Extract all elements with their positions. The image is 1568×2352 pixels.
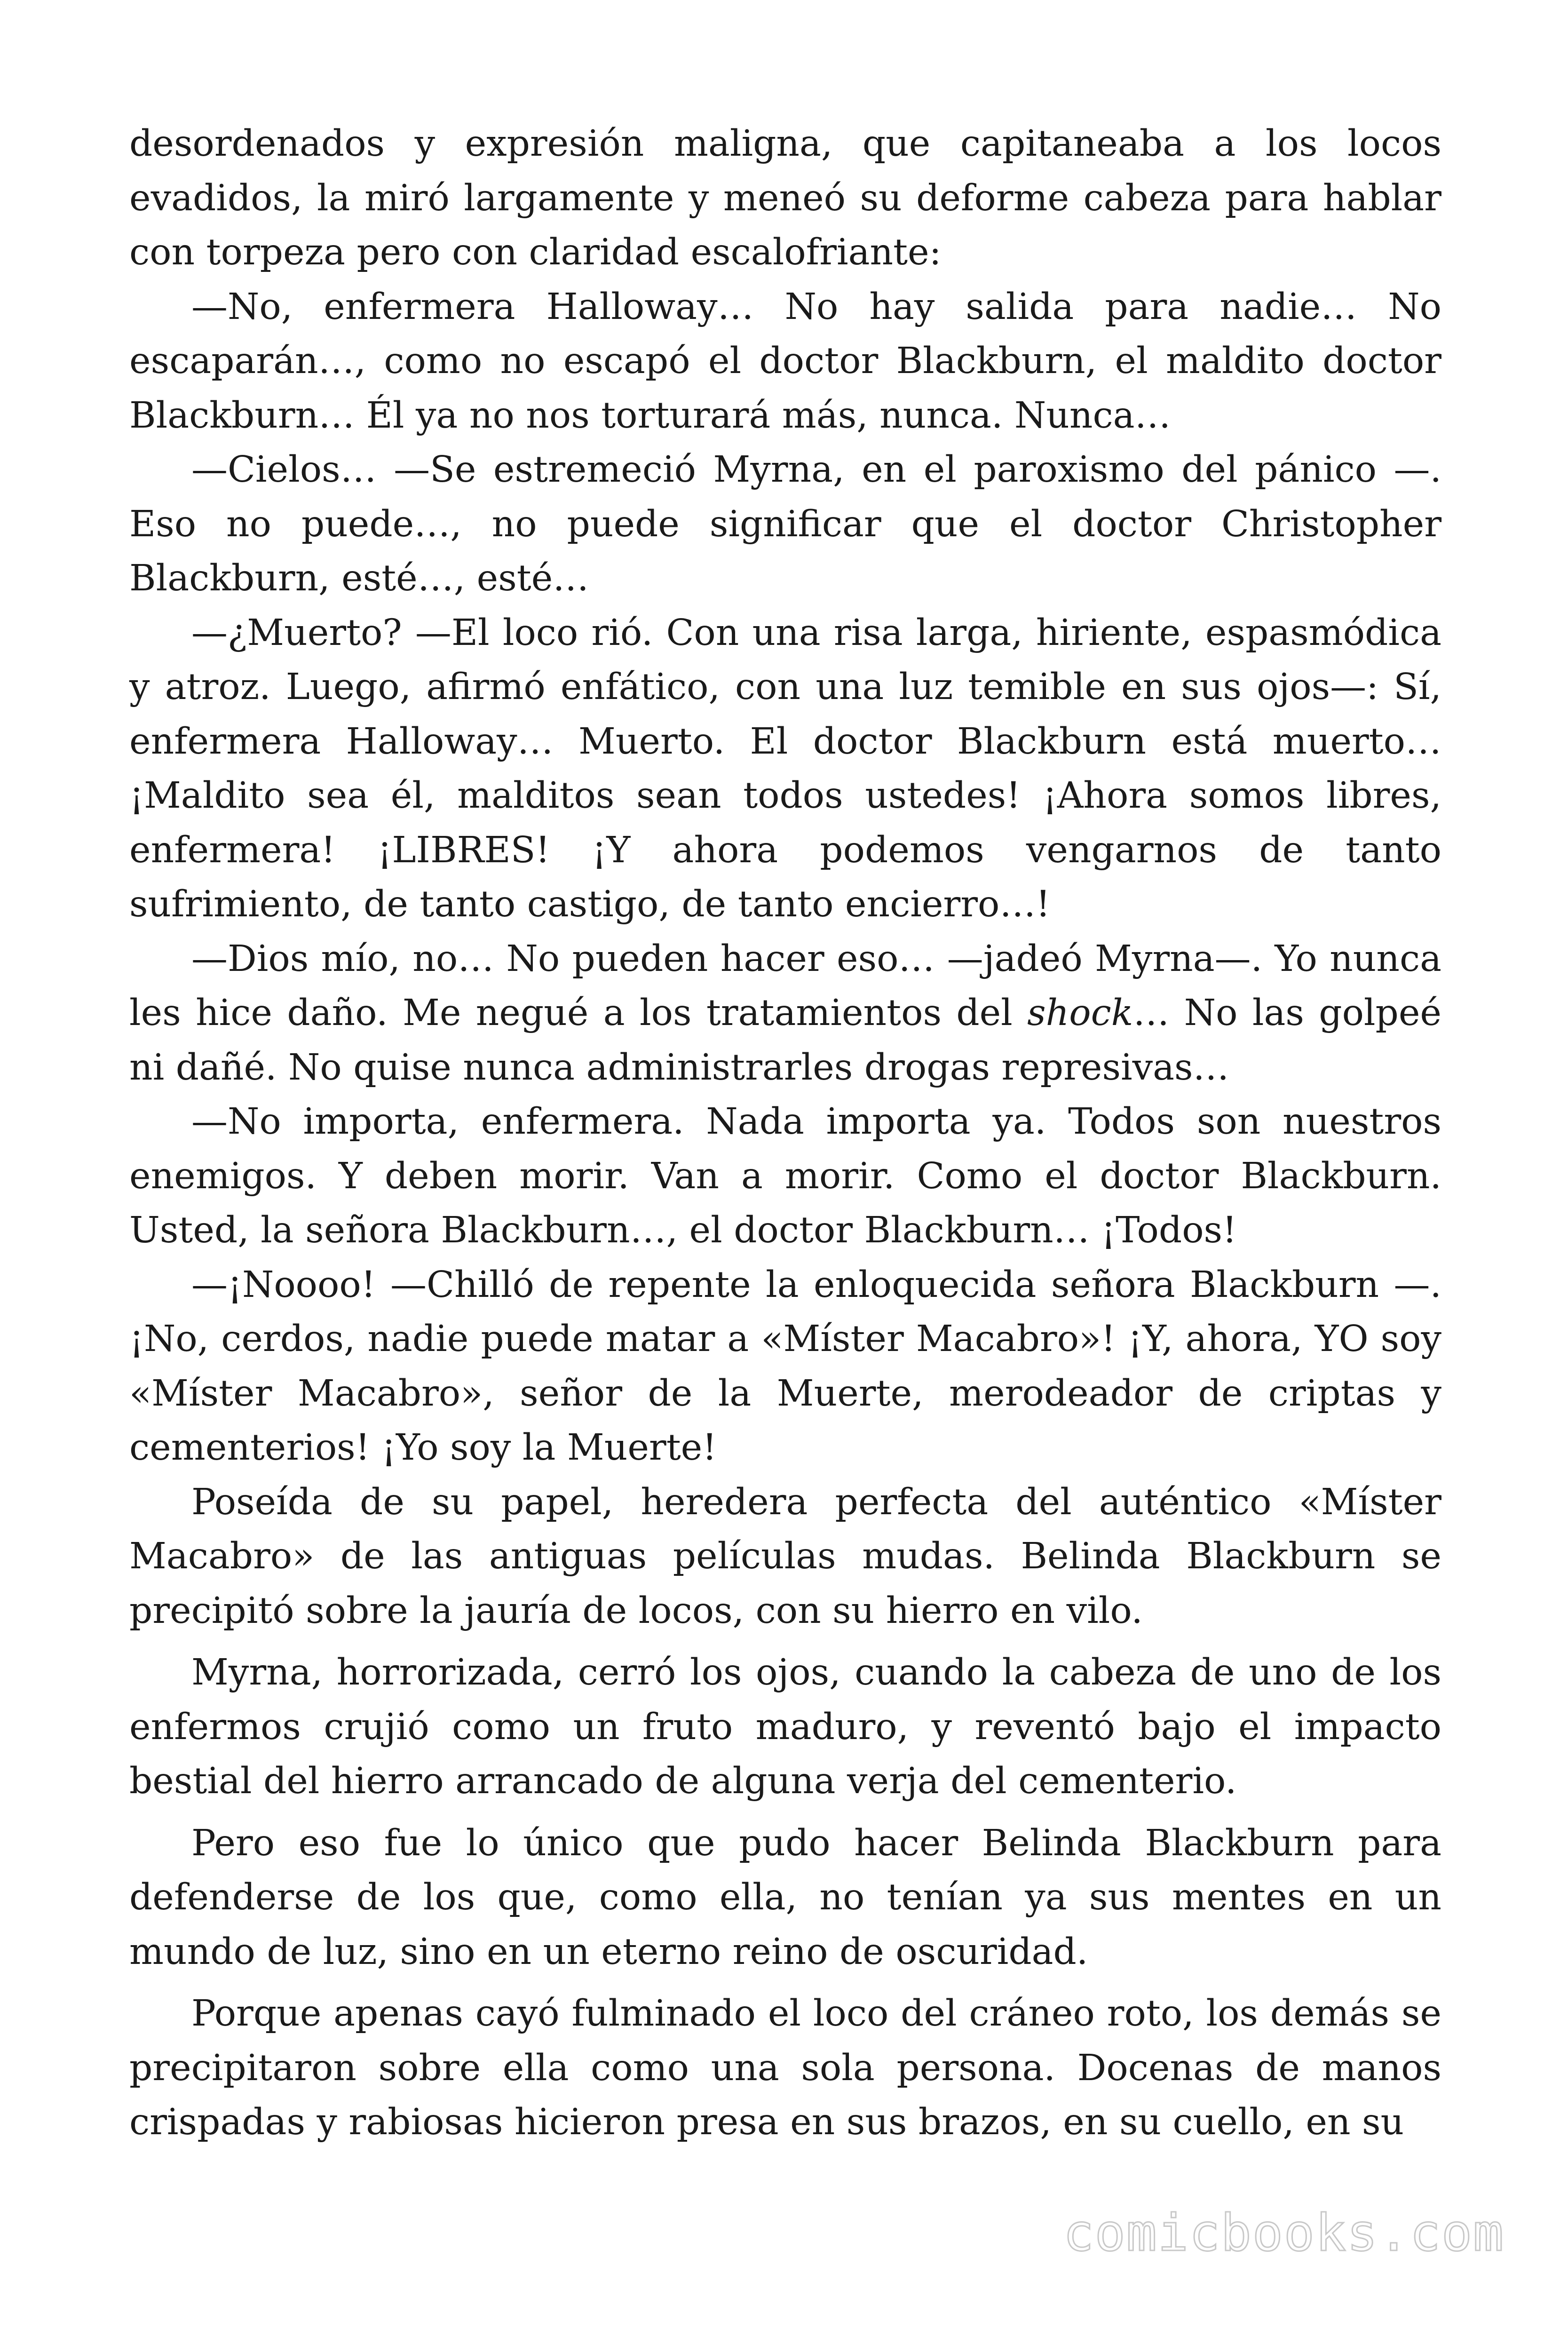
watermark-text: comicbooks.com (1063, 2204, 1505, 2263)
paragraph-9: Myrna, horrorizada, cerró los ojos, cuando la cabeza de uno de los enfermos crujió como un fruto maduro, y reventó bajo el impacto bestial del hierro arrancado de alguna verja del cementerio. (129, 1652, 1441, 1802)
paragraph-4: —¿Muerto? —El loco rió. Con una risa larga, hiriente, espasmódica y atroz. Luego, afirmó enfático, con una luz temible en sus ojos—: Sí, enfermera Halloway… Muerto. El doctor Blackburn está muerto… ¡Maldito sea él, malditos sean todos ustedes! ¡Ahora somos libres, enfermera! ¡LIBRES! ¡Y ahora podemos vengarnos de tanto sufrimiento, de tanto castigo, de tanto encierro…! (129, 612, 1441, 925)
paragraph-2: —No, enfermera Halloway… No hay salida para nadie… No escaparán…, como no escapó el doctor Blackburn, el maldito doctor Blackburn… Él ya no nos torturará más, nunca. Nunca… (129, 286, 1441, 437)
paragraph-3: —Cielos… —Se estremeció Myrna, en el paroxismo del pánico —. Eso no puede…, no puede significar que el doctor Christopher Blackburn, esté…, esté… (129, 449, 1441, 599)
paragraph-5-emphasis: shock (1027, 992, 1133, 1034)
paragraph-10: Pero eso fue lo único que pudo hacer Belinda Blackburn para defenderse de los que, como ella, no tenían ya sus mentes en un mundo de luz, sino en un eterno reino de oscuridad. (129, 1822, 1441, 1973)
paragraph-5 (129, 932, 1441, 1095)
paragraph-11: Porque apenas cayó fulminado el loco del cráneo roto, los demás se precipitaron sobre ella como una sola persona. Docenas de manos crispadas y rabiosas hicieron presa en sus brazos, en su cuello, en su (129, 1993, 1441, 2143)
paragraph-6: —No importa, enfermera. Nada importa ya. Todos son nuestros enemigos. Y deben morir. Van a morir. Como el doctor Blackburn. Usted, la señora Blackburn…, el doctor Blackburn… ¡Todos! (129, 1101, 1441, 1251)
paragraph-8: Poseída de su papel, heredera perfecta del auténtico «Míster Macabro» de las antiguas películas mudas. Belinda Blackburn se precipitó sobre la jauría de locos, con su hierro en vilo. (129, 1481, 1441, 1632)
paragraph-7: —¡Noooo! —Chilló de repente la enloquecida señora Blackburn —. ¡No, cerdos, nadie puede matar a «Míster Macabro»! ¡Y, ahora, YO soy «Míster Macabro», señor de la Muerte, merodeador de criptas y cementerios! ¡Yo soy la Muerte! (129, 1263, 1441, 1469)
paragraph-1: desordenados y expresión maligna, que capitaneaba a los locos evadidos, la miró largamente y meneó su deforme cabeza para hablar con torpeza pero con claridad escalofriante: (129, 123, 1441, 273)
paragraph-5-text-before: —Dios mío, no… No pueden hacer eso… —jadeó Myrna—. Yo nunca les hice daño. Me negué a los tratamientos del (129, 938, 1441, 1034)
body-text (129, 117, 1441, 2150)
paragraph-5-text-after: … No las golpeé ni dañé. No quise nunca administrarles drogas represivas… (129, 992, 1441, 1089)
